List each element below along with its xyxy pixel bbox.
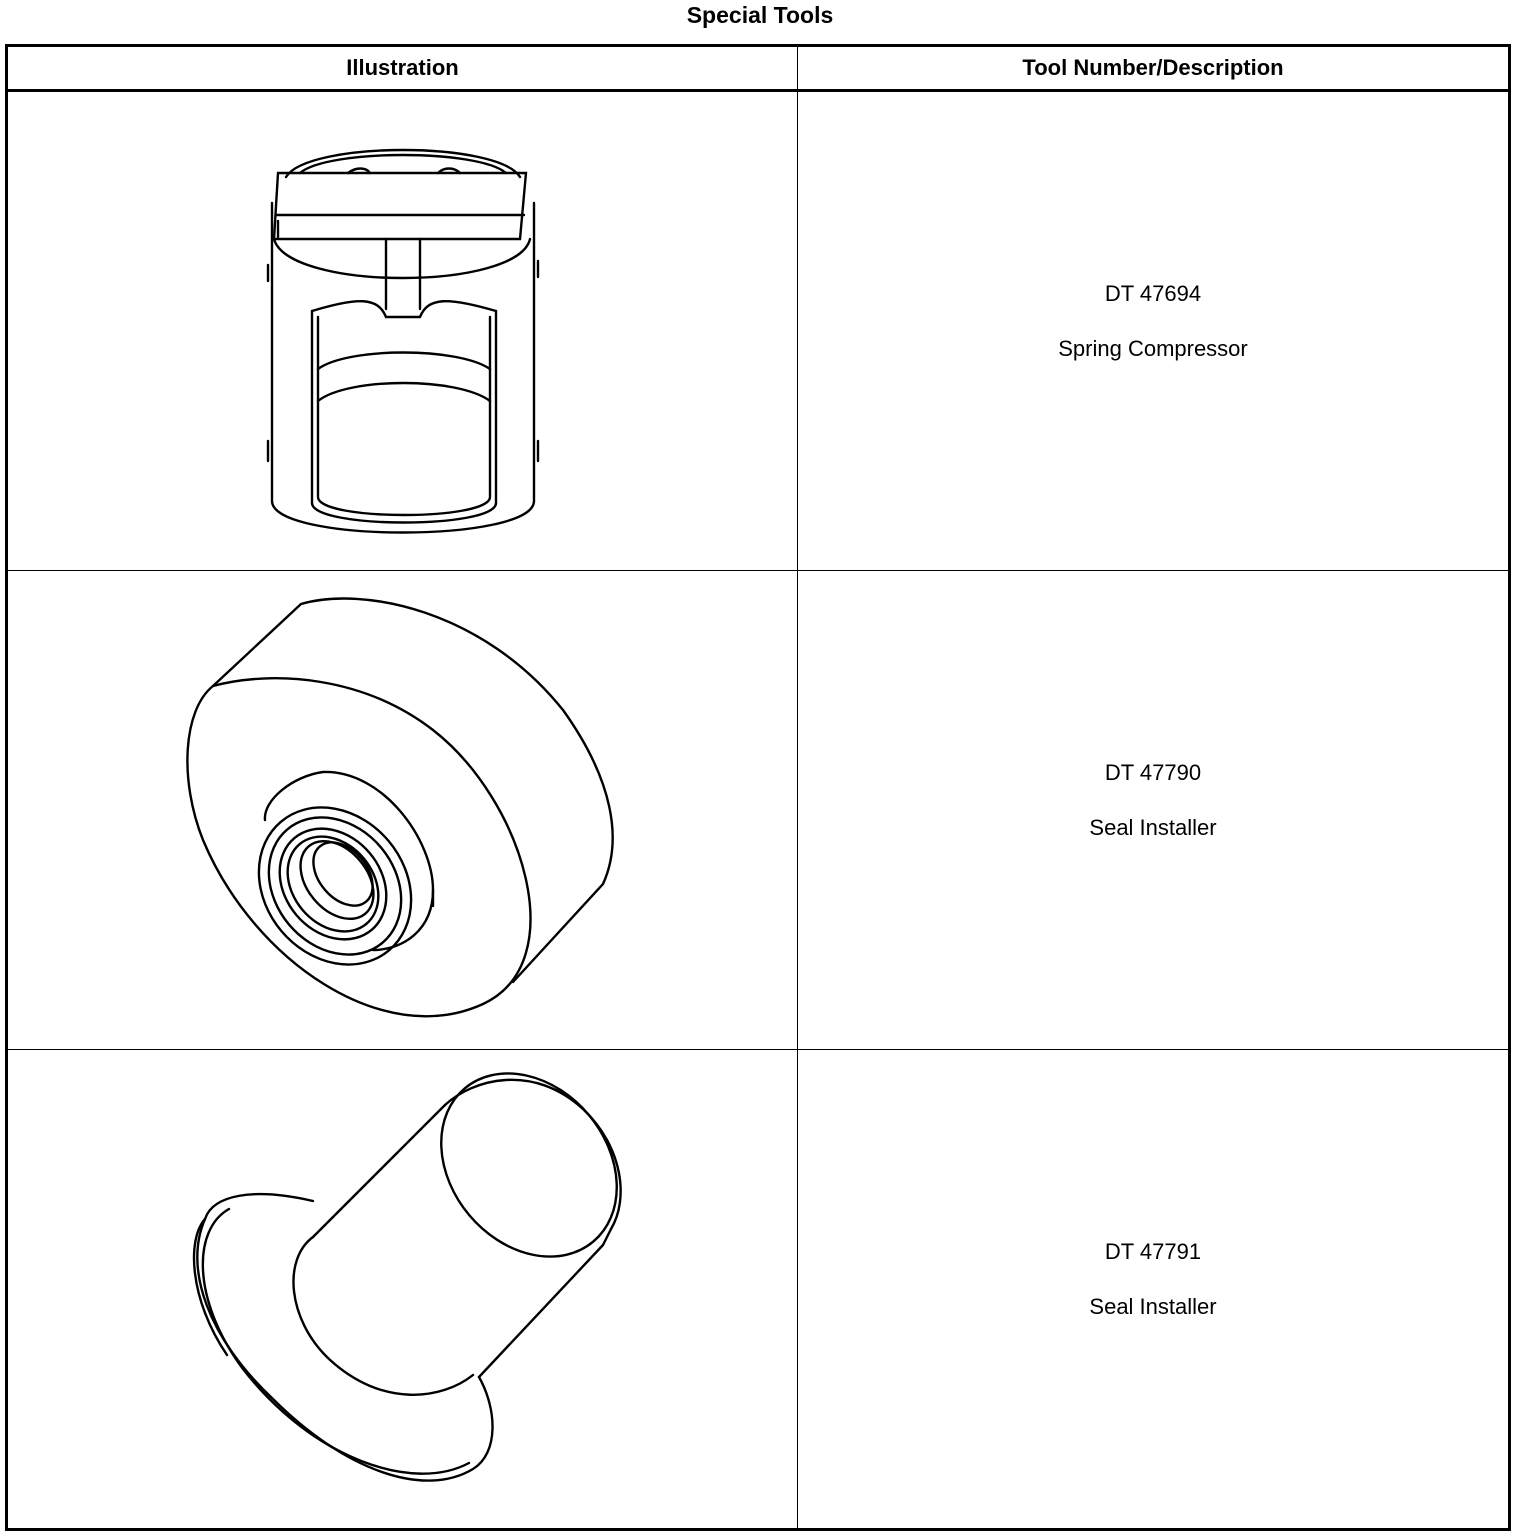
table-row [7,91,1510,571]
illustration-cell [7,1050,798,1530]
table-header-row [7,46,1510,91]
tool-number: DT 47791 [1104,1238,1202,1264]
table-row [7,1050,1510,1530]
tool-number: DT 47790 [1104,759,1202,785]
description-cell [798,1050,1510,1530]
tool-description: Seal Installer [1089,814,1217,840]
seal-installer-illustration [183,590,623,1030]
special-tools-table [5,44,1511,1531]
spring-compressor-illustration [238,111,568,551]
tool-number: DT 47694 [1104,280,1202,306]
description-cell [798,571,1510,1050]
header-illustration: Illustration [7,46,798,91]
description-cell [798,91,1510,571]
tool-description: Seal Installer [1089,1293,1217,1319]
page-title: Special Tools [686,2,834,28]
table-row [7,571,1510,1050]
illustration-cell [7,571,798,1050]
header-tool-number-description: Tool Number/Description [798,46,1510,91]
illustration-cell [7,91,798,571]
tool-description: Spring Compressor [1058,335,1248,361]
seal-installer-stepped-illustration [183,1069,623,1509]
